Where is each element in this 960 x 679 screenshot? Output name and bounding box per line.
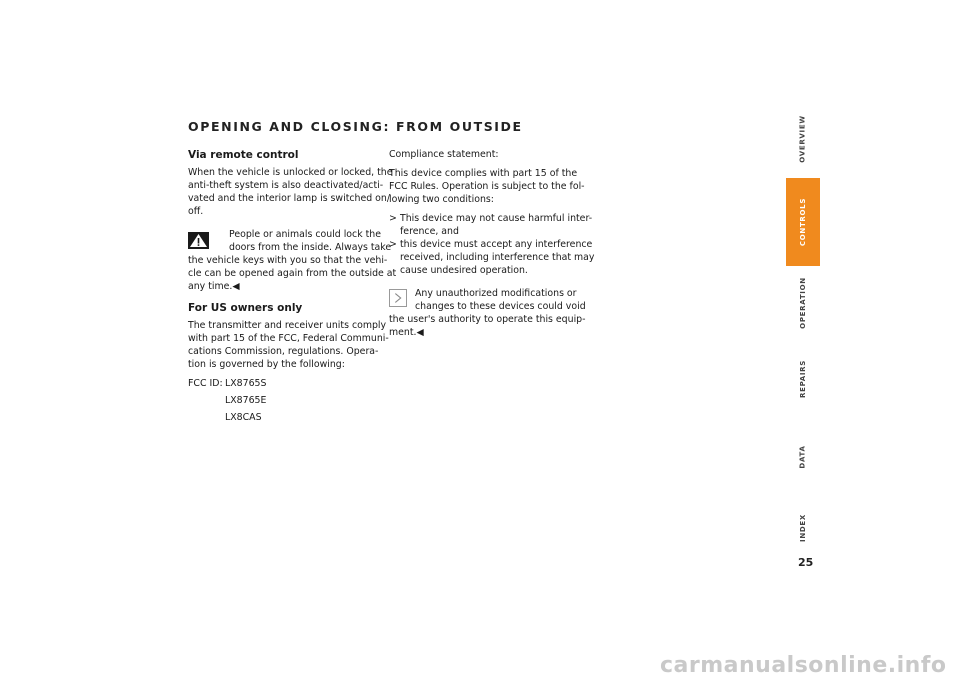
fcc-id-row [188,377,382,394]
text-line: off. [188,206,204,217]
tab-operation[interactable] [786,266,820,340]
text-line: tion is governed by the following: [188,359,345,370]
text-line: cle can be opened again from the outside at [188,268,397,279]
bullet-arrow-icon: > [389,213,397,224]
text-line: changes to these devices could void [415,301,586,312]
text-line: People or animals could lock the [229,229,381,240]
text-line: This device complies with part 15 of the [389,168,578,179]
text-line: with part 15 of the FCC, Federal Communi- [188,333,389,344]
text-line-end: ment. [389,327,417,338]
tab-repairs[interactable] [786,340,820,418]
text-line: this device must accept any interference [400,239,593,250]
text-line [188,280,382,293]
right-column [389,148,595,345]
compliance-heading: Compliance statement: [389,149,499,160]
fcc-label: FCC ID: [188,378,223,389]
section-title: OPENING AND CLOSING: FROM OUTSIDE [188,119,523,134]
tab-label: CONTROLS [799,197,808,247]
fcc-id: LX8765E [225,395,267,406]
tab-controls[interactable] [786,178,820,266]
fcc-id-list [188,377,382,428]
bullet-arrow-icon: > [389,239,397,250]
info-note [389,287,585,339]
chapter-tabs [786,100,820,550]
text-line-end: any time. [188,281,233,292]
fcc-id: LX8765S [225,378,267,389]
heading-via-remote-control: Via remote control [188,149,299,161]
tab-overview[interactable] [786,100,820,178]
text-line: received, including interference that may [400,252,595,263]
text-line: anti-theft system is also deactivated/acti- [188,180,384,191]
paragraph-compliance [389,167,585,206]
text-line [389,326,585,339]
tab-data[interactable] [786,418,820,496]
text-line: FCC Rules. Operation is subject to the fol- [389,181,585,192]
note-arrow-icon [389,289,407,307]
page-number: 25 [798,556,814,569]
tab-label: REPAIRS [799,359,808,399]
text-line: the user's authority to operate this equip- [389,314,586,325]
paragraph-remote-control [188,166,393,218]
text-line: When the vehicle is unlocked or locked, the [188,167,393,178]
list-item [389,238,595,277]
text-line: The transmitter and receiver units comply [188,320,387,331]
text-line: Any unauthorized modifications or [415,288,577,299]
left-column [188,148,397,428]
end-mark: ◀ [416,327,424,338]
text-line: vated and the interior lamp is switched on/ [188,193,391,204]
text-line: doors from the inside. Always take [229,242,392,253]
watermark: carmanualsonline.info [660,653,947,678]
tab-label: OPERATION [799,277,807,329]
text-line: cations Commission, regulations. Opera- [188,346,379,357]
paragraph-fcc [188,319,389,371]
text-line: This device may not cause harmful inter- [400,213,593,224]
text-line: ference, and [400,226,459,237]
condition-list [389,212,595,277]
warning-note [188,228,397,293]
warning-triangle-icon [188,232,209,249]
tab-label: OVERVIEW [799,115,808,163]
tab-label: DATA [798,445,807,469]
list-item [389,212,593,238]
text-line: the vehicle keys with you so that the vehi- [188,255,388,266]
fcc-id: LX8CAS [225,412,262,423]
end-mark: ◀ [232,281,240,292]
text-line: lowing two conditions: [389,194,494,205]
heading-us-owners: For US owners only [188,302,303,314]
tab-index[interactable] [786,496,820,560]
tab-label: INDEX [798,514,807,542]
text-line: cause undesired operation. [400,265,528,276]
